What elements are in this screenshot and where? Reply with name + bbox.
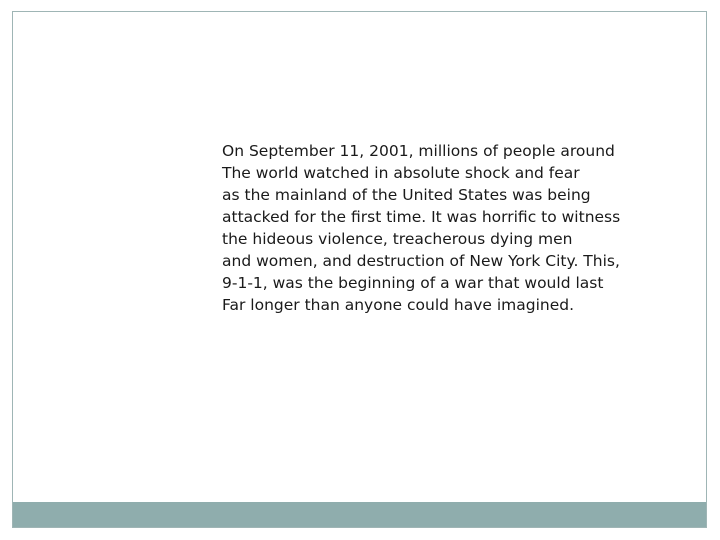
slide	[12, 11, 707, 528]
text-line: and women, and destruction of New York City. This,	[222, 252, 620, 270]
text-line: attacked for the first time. It was horrific to witness	[222, 208, 621, 226]
body-paragraph	[222, 140, 702, 316]
text-line: On September 11, 2001, millions of people around	[222, 142, 615, 160]
text-line: the hideous violence, treacherous dying men	[222, 230, 573, 248]
text-line: 9-1-1, was the beginning of a war that would last	[222, 274, 604, 292]
footer-bar	[13, 502, 706, 527]
text-line: The world watched in absolute shock and fear	[222, 164, 580, 182]
text-line: as the mainland of the United States was being	[222, 186, 591, 204]
text-line: Far longer than anyone could have imagined.	[222, 296, 575, 314]
